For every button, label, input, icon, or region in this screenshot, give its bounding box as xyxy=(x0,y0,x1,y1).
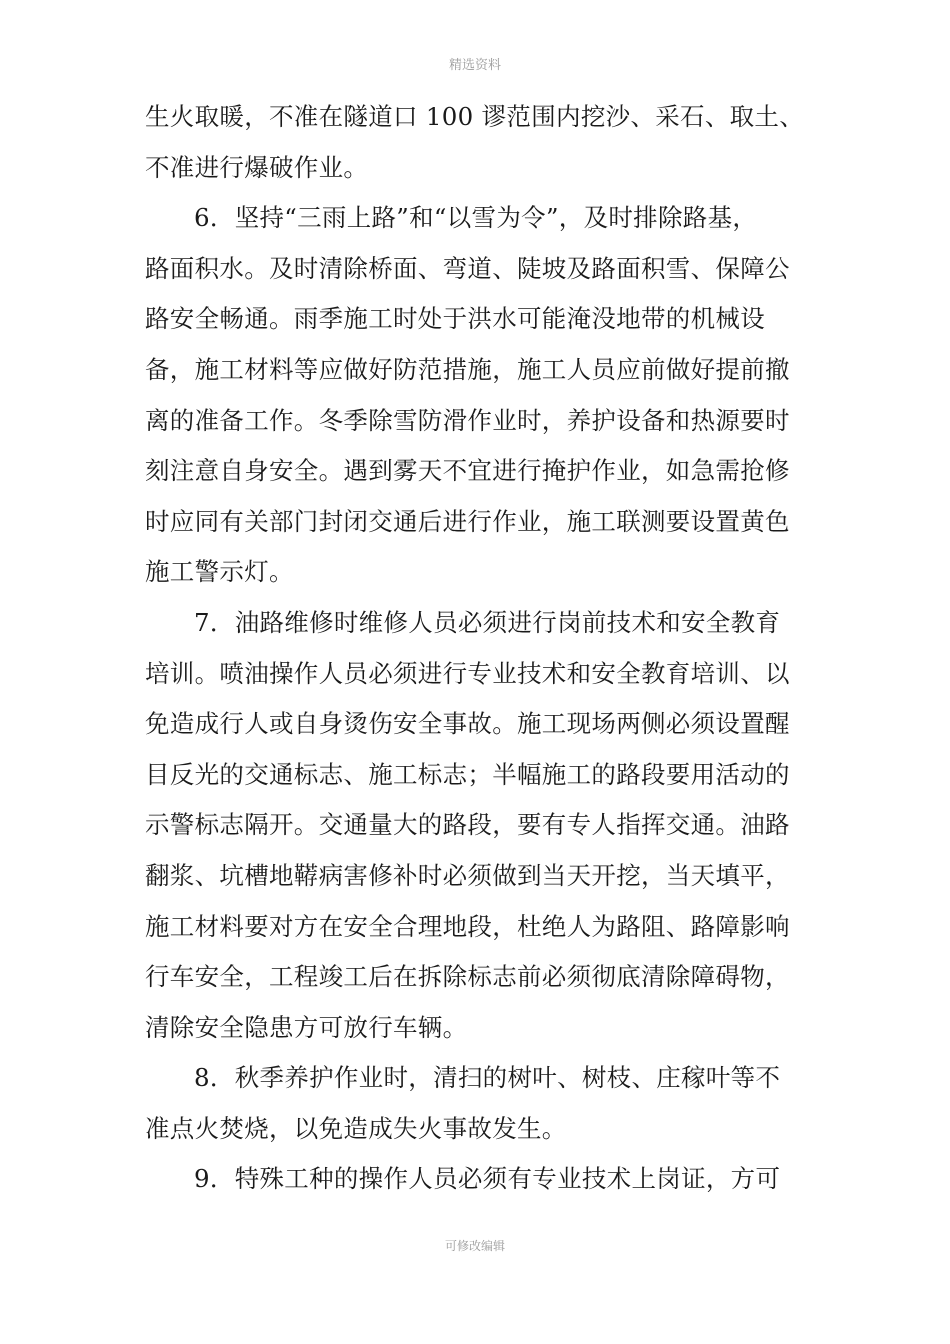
document-body xyxy=(145,92,825,1205)
text-line: 施工警示灯。 xyxy=(145,557,294,587)
text-line: 免造成行人或自身烫伤安全事故。施工现场两侧必须设置醒 xyxy=(145,709,790,739)
text-line: 施工材料要对方在安全合理地段，杜绝人为路阻、路障影响 xyxy=(145,911,790,941)
text-line: 离的准备工作。冬季除雪防滑作业时，养护设备和热源要时 xyxy=(145,405,790,435)
text-line: 清除安全隐患方可放行车辆。 xyxy=(145,1012,468,1042)
text-line: 培训。喷油操作人员必须进行专业技术和安全教育培训、以 xyxy=(145,658,790,688)
text-line: 备，施工材料等应做好防范措施，施工人员应前做好提前撤 xyxy=(145,354,790,384)
page-header: 精选资料 xyxy=(448,58,501,73)
text-line: 翻浆、坑槽地鞯病害修补时必须做到当天开挖，当天填平， xyxy=(145,860,790,890)
text-line: 时应同有关部门封闭交通后进行作业，施工联测要设置黄色 xyxy=(145,506,790,536)
text-line: 准点火焚烧，以免造成失火事故发生。 xyxy=(145,1113,567,1143)
text-line: 生火取暖，不准在隧道口 100 谬范围内挖沙、采石、取土、 xyxy=(145,102,805,131)
text-line: 刻注意自身安全。遇到雾天不宜进行掩护作业，如急需抢修 xyxy=(145,456,790,486)
text-line: 行车安全，工程竣工后在拆除标志前必须彻底清除障碍物， xyxy=(145,962,790,992)
paragraph-9-start: 9．特殊工种的操作人员必须有专业技术上岗证，方可 xyxy=(194,1164,781,1194)
text-line: 目反光的交通标志、施工标志；半幅施工的路段要用活动的 xyxy=(145,759,790,789)
text-line: 路安全畅通。雨季施工时处于洪水可能淹没地带的机械设 xyxy=(145,304,765,334)
text-line: 示警标志隔开。交通量大的路段，要有专人指挥交通。油路 xyxy=(145,810,790,840)
text-line: 路面积水。及时清除桥面、弯道、陡坡及路面积雪、保障公 xyxy=(145,253,790,283)
page-footer: 可修改编辑 xyxy=(444,1239,505,1253)
paragraph-7-start: 7．油路维修时维修人员必须进行岗前技术和安全教育 xyxy=(194,607,781,637)
paragraph-8-start: 8．秋季养护作业时，清扫的树叶、树枝、庄稼叶等不 xyxy=(194,1063,781,1093)
text-line: 不准进行爆破作业。 xyxy=(145,152,369,182)
paragraph-6-start: 6．坚持“三雨上路”和“以雪为令”，及时排除路基， xyxy=(194,203,758,233)
